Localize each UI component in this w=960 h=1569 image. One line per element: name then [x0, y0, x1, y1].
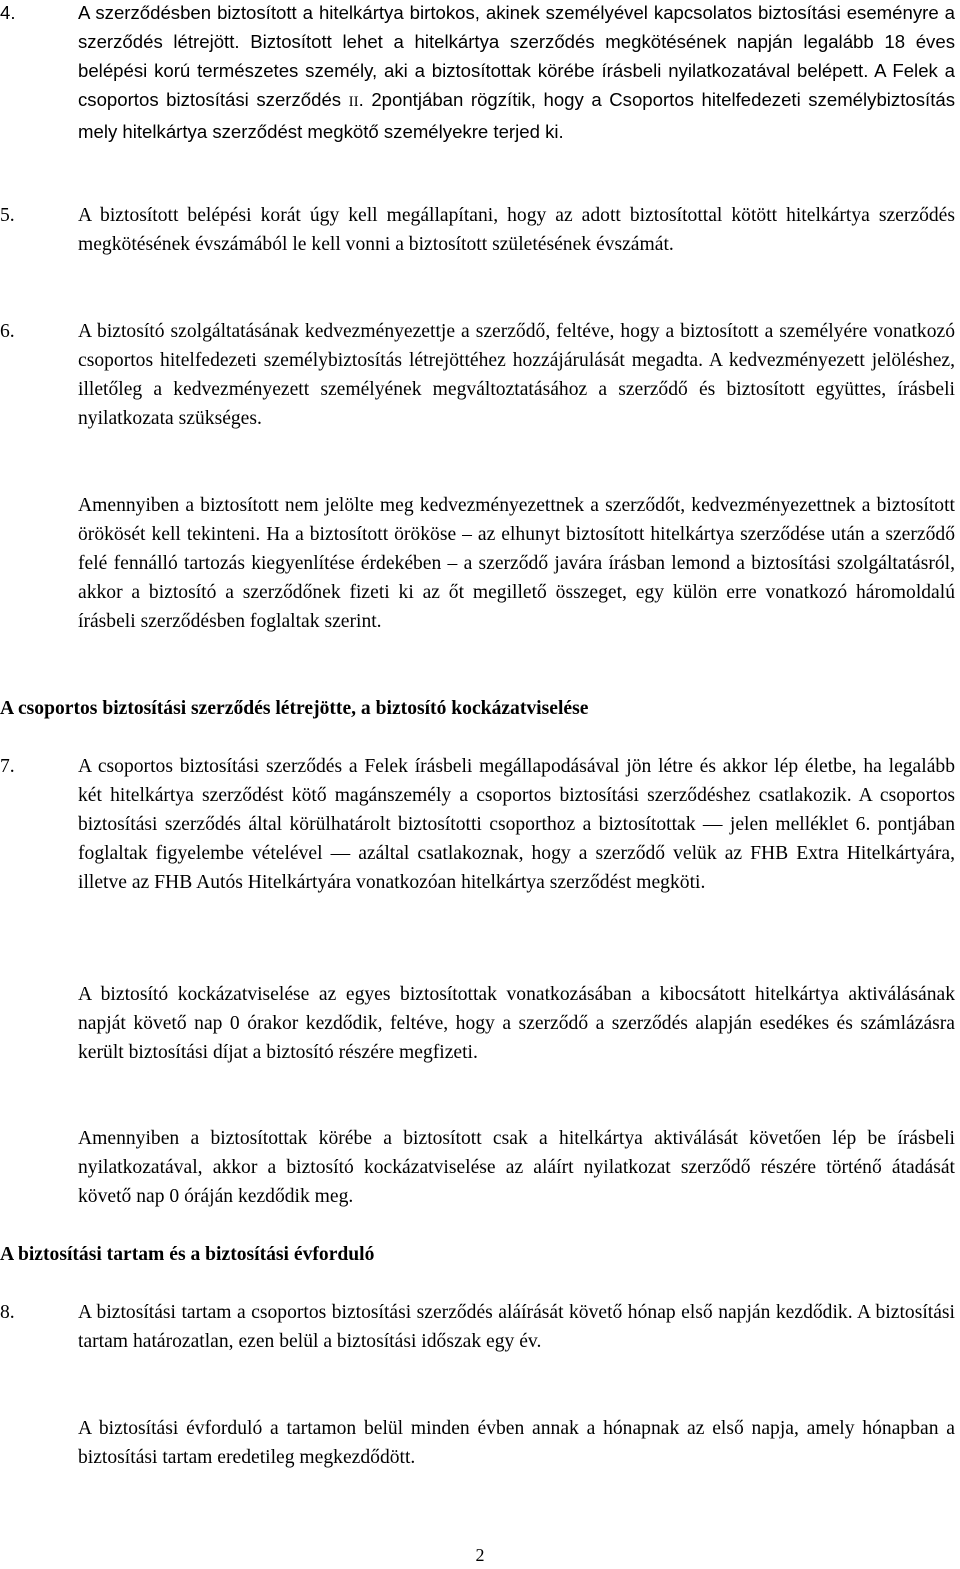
item-number: 4. [0, 2, 16, 23]
paragraph-beneficiary: Amennyiben a biztosított nem jelölte meg kedvezményezettnek a szerződőt, kedvezményezettnek a biztosított örökösét kell tekinteni. Ha a biztosított örököse – az elhunyt biztosított hitelkártya szerződése után a szerződő felé fennálló tartozás kiegyenlítése érdekében – a szerződő javára írásban lemond a biztosítási szolgáltatásról, akkor a biztosító a szerződőnek fizeti ki az őt megillető összeget, egy külön erre vonatkozó háromoldalú írásbeli szerződésben foglaltak szerint. [78, 495, 955, 632]
list-item-5 [0, 201, 955, 259]
roman-numeral: II [348, 94, 359, 110]
item-text [78, 0, 955, 146]
item-number: 5. [0, 205, 15, 226]
item-number: 6. [0, 321, 15, 342]
item-text: A biztosító szolgáltatásának kedvezményezettje a szerződő, feltéve, hogy a biztosított a személyére vonatkozó csoportos hitelfedezeti személybiztosítás létrejöttéhez hozzájárulását megadta. A kedvezményezett jelöléshez, illetőleg a kedvezményezett személyének megváltoztatásához a szerződő és biztosított együttes, írásbeli nyilatkozata szükséges. [78, 321, 955, 429]
item-text: A biztosított belépési korát úgy kell megállapítani, hogy az adott biztosítottal kötött hitelkártya szerződés megkötésének évszámából le kell vonni a biztosított születésének évszámát. [78, 205, 955, 255]
paragraph-late-entry: Amennyiben a biztosítottak körébe a biztosított csak a hitelkártya aktiválását követően lép be írásbeli nyilatkozatával, akkor a biztosító kockázatviselése az aláírt nyilatkozat szerződő részére történő átadását követő nap 0 óráján kezdődik meg. [78, 1128, 955, 1207]
list-item-7 [0, 752, 955, 897]
list-item-4 [0, 0, 955, 146]
item-text-part-b: . 2pontjában rögzítik, hogy a Csoportos hitelfedezeti személybiztosítás mely hitelkártya szerződést megkötő személyekre terjed ki. [78, 89, 955, 142]
item-text: A csoportos biztosítási szerződés a Felek írásbeli megállapodásával jön létre és akkor lép életbe, ha legalább két hitelkártya szerződést kötő magánszemély a csoportos biztosítási szerződéshez csatlakozik. A csoportos biztosítási szerződés által körülhatárolt biztosítotti csoporthoz a biztosítottak — jelen melléklet 6. pontjában foglaltak figyelembe vételével — azáltal csatlakoznak, hogy a szerződő velük az FHB Extra Hitelkártyára, illetve az FHB Autós Hitelkártyára vonatkozóan hitelkártya szerződést megköti. [78, 756, 955, 893]
list-item-8 [0, 1298, 955, 1356]
item-text-part-a: A szerződésben biztosított a hitelkártya birtokos, akinek személyével kapcsolatos biztosítási eseményre a szerződés létrejött. Biztosított lehet a hitelkártya szerződés megkötésének napján legalább 18 éves belépési korú természetes személy, aki a biztosítottak körébe írásbeli nyilatkozatával belépett. A Felek a csoportos biztosítási szerződés [78, 2, 955, 110]
paragraph-anniversary: A biztosítási évforduló a tartamon belül minden évben annak a hónapnak az első napja, amely hónapban a biztosítási tartam eredetileg megkezdődött. [78, 1418, 955, 1468]
item-number: 7. [0, 756, 15, 777]
item-number: 8. [0, 1302, 15, 1323]
page-number: 2 [475, 1545, 485, 1565]
section-heading-contract: A csoportos biztosítási szerződés létrejötte, a biztosító kockázatviselése [0, 698, 589, 719]
item-text: A biztosítási tartam a csoportos biztosítási szerződés aláírását követő hónap első napján kezdődik. A biztosítási tartam határozatlan, ezen belül a biztosítási időszak egy év. [78, 1302, 955, 1352]
list-item-6 [0, 317, 955, 433]
paragraph-risk-start: A biztosító kockázatviselése az egyes biztosítottak vonatkozásában a kibocsátott hitelkártya aktiválásának napját követő nap 0 órakor kezdődik, feltéve, hogy a szerződő a szerződés alapján esedékes és számlázásra került biztosítási díjat a biztosító részére megfizeti. [78, 984, 955, 1063]
section-heading-term: A biztosítási tartam és a biztosítási évforduló [0, 1244, 375, 1265]
